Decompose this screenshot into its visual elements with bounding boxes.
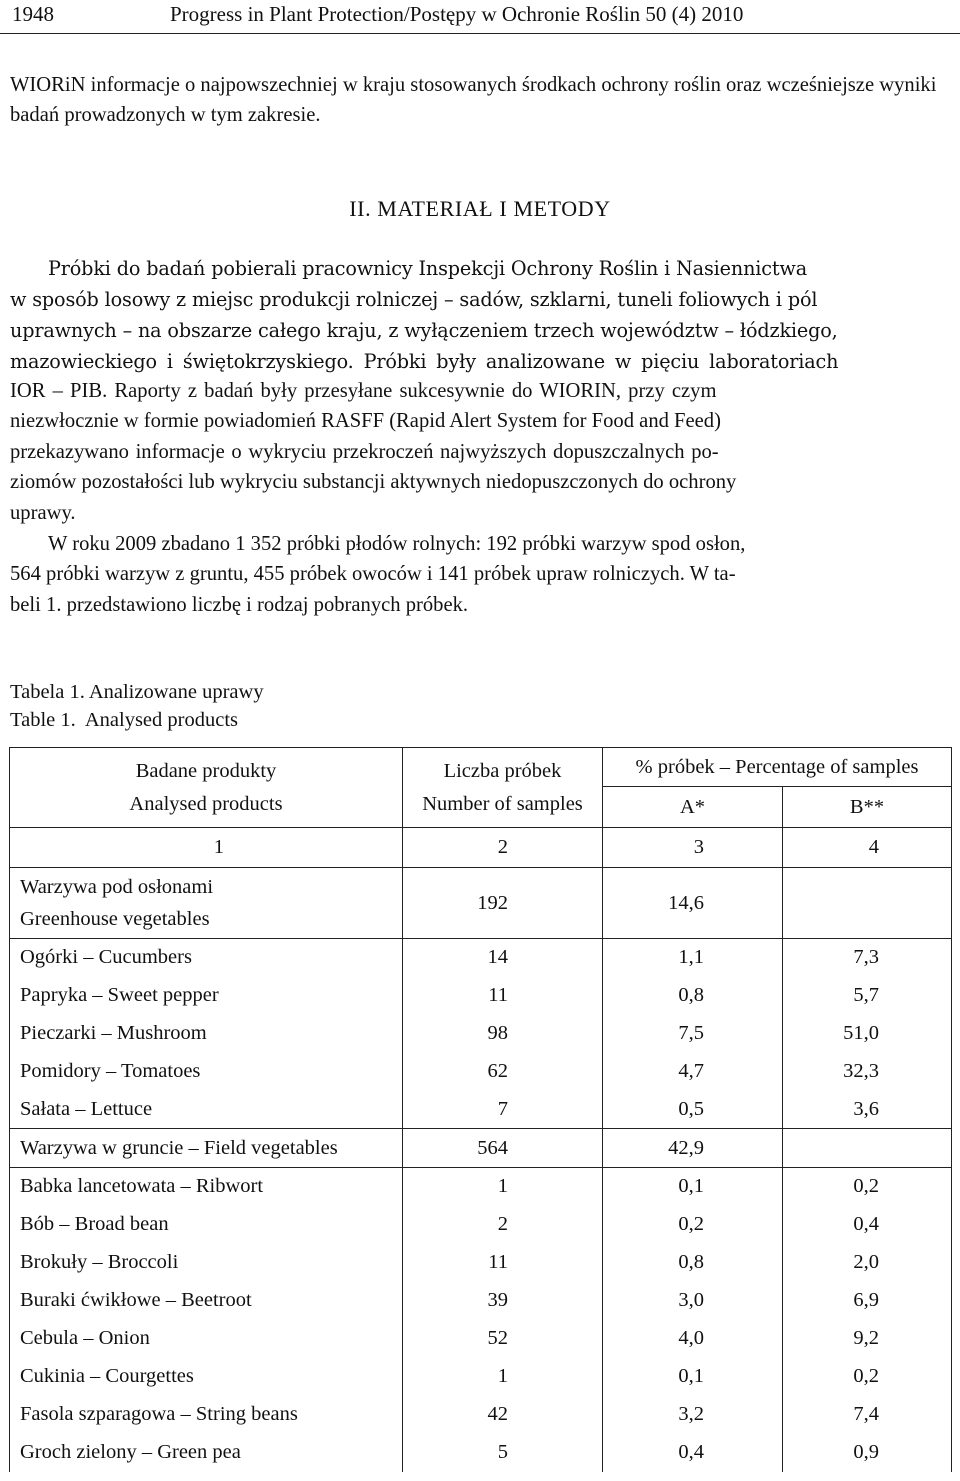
- greenhouse-rows: [10, 939, 952, 1129]
- table-row: [10, 1358, 952, 1396]
- section-title: II. MATERIAŁ I METODY: [349, 196, 611, 221]
- table-cell: 11: [403, 977, 603, 1015]
- product-name: Cebula – Onion: [10, 1320, 403, 1358]
- analysed-products-table: [9, 747, 952, 1472]
- methods-line: uprawnych – na obszarze całego kraju, z wyłączeniem trzech województw – łódzkiego,: [10, 319, 838, 342]
- table-row: [10, 1091, 952, 1129]
- table-cell: 2: [403, 1206, 603, 1244]
- col-number: 1: [10, 828, 403, 868]
- table-cell: 2,0: [783, 1244, 952, 1282]
- product-name: Pomidory – Tomatoes: [10, 1053, 403, 1091]
- table-cell: 0,2: [783, 1358, 952, 1396]
- table-cell: 62: [403, 1053, 603, 1091]
- table-cell: 564: [403, 1129, 603, 1168]
- table-cell: 0,9: [783, 1434, 952, 1472]
- table-row: [10, 939, 952, 977]
- product-name: Ogórki – Cucumbers: [10, 939, 403, 977]
- col-number: 4: [783, 828, 952, 868]
- col-header-percentage: % próbek – Percentage of samples: [603, 748, 952, 787]
- table-cell: 0,5: [603, 1091, 783, 1129]
- group-label: Greenhouse vegetables: [20, 908, 210, 930]
- col-number: 2: [403, 828, 603, 868]
- table-cell: 4,7: [603, 1053, 783, 1091]
- col-header-b: B**: [783, 787, 952, 828]
- table-cell: 6,9: [783, 1282, 952, 1320]
- table-cell: 0,2: [783, 1168, 952, 1206]
- table-cell: 192: [403, 868, 603, 939]
- table-cell: 0,8: [603, 1244, 783, 1282]
- table-cell: 1: [403, 1168, 603, 1206]
- table-cell: 3,2: [603, 1396, 783, 1434]
- col-number: 3: [603, 828, 783, 868]
- methods-line: W roku 2009 zbadano 1 352 próbki płodów rolnych: 192 próbki warzyw spod osłon,: [48, 533, 746, 555]
- table-cell: 0,2: [603, 1206, 783, 1244]
- methods-line: 564 próbki warzyw z gruntu, 455 próbek owoców i 141 próbek upraw rolniczych. W ta-: [10, 563, 736, 585]
- table-row: [10, 1396, 952, 1434]
- methods-line: beli 1. przedstawiono liczbę i rodzaj pobranych próbek.: [10, 594, 469, 616]
- table-caption-pl: Tabela 1. Analizowane uprawy: [10, 681, 264, 703]
- product-name: Babka lancetowata – Ribwort: [10, 1168, 403, 1206]
- table-cell: 1,1: [603, 939, 783, 977]
- table-cell: 1: [403, 1358, 603, 1396]
- table-cell: 0,4: [603, 1434, 783, 1472]
- product-name: Sałata – Lettuce: [10, 1091, 403, 1129]
- table-cell: [783, 868, 952, 939]
- product-name: Papryka – Sweet pepper: [10, 977, 403, 1015]
- table-cell: 32,3: [783, 1053, 952, 1091]
- table-caption-en: Table 1. Analysed products: [10, 709, 239, 731]
- table-row: [10, 1168, 952, 1206]
- table-cell: 42: [403, 1396, 603, 1434]
- table-cell: 9,2: [783, 1320, 952, 1358]
- table-cell: 11: [403, 1244, 603, 1282]
- table-row: [10, 1206, 952, 1244]
- table-row: [10, 1320, 952, 1358]
- methods-line: Próbki do badań pobierali pracownicy Inspekcji Ochrony Roślin i Nasiennictwa: [48, 257, 807, 280]
- product-name: Pieczarki – Mushroom: [10, 1015, 403, 1053]
- product-name: Brokuły – Broccoli: [10, 1244, 403, 1282]
- table-cell: 5,7: [783, 977, 952, 1015]
- product-name: Buraki ćwikłowe – Beetroot: [10, 1282, 403, 1320]
- column-number-row: [10, 828, 952, 868]
- table-cell: 3,0: [603, 1282, 783, 1320]
- product-name: Cukinia – Courgettes: [10, 1358, 403, 1396]
- table-cell: 14: [403, 939, 603, 977]
- table-cell: 14,6: [603, 868, 783, 939]
- table-cell: 39: [403, 1282, 603, 1320]
- product-name: Fasola szparagowa – String beans: [10, 1396, 403, 1434]
- table-cell: [783, 1129, 952, 1168]
- product-name: Groch zielony – Green pea: [10, 1434, 403, 1472]
- table-cell: 5: [403, 1434, 603, 1472]
- table-row: [10, 1015, 952, 1053]
- methods-line: niezwłocznie w formie powiadomień RASFF (Rapid Alert System for Food and Feed): [10, 410, 721, 432]
- group-label: Warzywa w gruncie – Field vegetables: [10, 1129, 403, 1168]
- methods-line: przekazywano informacje o wykryciu przekroczeń najwyższych dopuszczalnych po-: [10, 441, 719, 463]
- table-cell: 42,9: [603, 1129, 783, 1168]
- table-row: [10, 977, 952, 1015]
- table-row: [10, 1434, 952, 1472]
- table-cell: 3,6: [783, 1091, 952, 1129]
- table-cell: 98: [403, 1015, 603, 1053]
- table-cell: 51,0: [783, 1015, 952, 1053]
- table-cell: 0,8: [603, 977, 783, 1015]
- methods-line: uprawy.: [10, 502, 76, 524]
- table-cell: 7: [403, 1091, 603, 1129]
- group-row-field: [10, 1129, 952, 1168]
- intro-paragraph: WIORiN informacje o najpowszechniej w kraju stosowanych środkach ochrony roślin oraz wcześniejsze wyniki badań prowadzonych w tym zakresie.: [10, 74, 937, 127]
- group-row-greenhouse: [10, 868, 952, 939]
- table-row: [10, 1282, 952, 1320]
- field-rows: [10, 1168, 952, 1472]
- table-cell: 7,3: [783, 939, 952, 977]
- table-row: [10, 1244, 952, 1282]
- col-header-products: Badane produkty Analysed products: [10, 748, 403, 828]
- col-header-samples: Liczba próbek Number of samples: [403, 748, 603, 828]
- table-cell: 4,0: [603, 1320, 783, 1358]
- journal-title: Progress in Plant Protection/Postępy w Ochronie Roślin 50 (4) 2010: [170, 2, 744, 26]
- table-cell: 7,5: [603, 1015, 783, 1053]
- col-header-a: A*: [603, 787, 783, 828]
- table-cell: 0,4: [783, 1206, 952, 1244]
- methods-line: mazowieckiego i świętokrzyskiego. Próbki były analizowane w pięciu laboratoriach: [10, 350, 839, 373]
- methods-line: w sposób losowy z miejsc produkcji rolniczej – sadów, szklarni, tuneli foliowych i pól: [10, 288, 818, 311]
- methods-line: IOR – PIB. Raporty z badań były przesyłane sukcesywnie do WIORIN, przy czym: [10, 380, 717, 402]
- group-label: Warzywa pod osłonami: [20, 876, 214, 898]
- product-name: Bób – Broad bean: [10, 1206, 403, 1244]
- table-cell: 52: [403, 1320, 603, 1358]
- table-row: [10, 1053, 952, 1091]
- table-cell: 0,1: [603, 1168, 783, 1206]
- table-cell: 0,1: [603, 1358, 783, 1396]
- table-cell: 7,4: [783, 1396, 952, 1434]
- page-number: 1948: [12, 2, 54, 26]
- methods-line: ziomów pozostałości lub wykryciu substancji aktywnych niedopuszczonych do ochrony: [10, 471, 737, 493]
